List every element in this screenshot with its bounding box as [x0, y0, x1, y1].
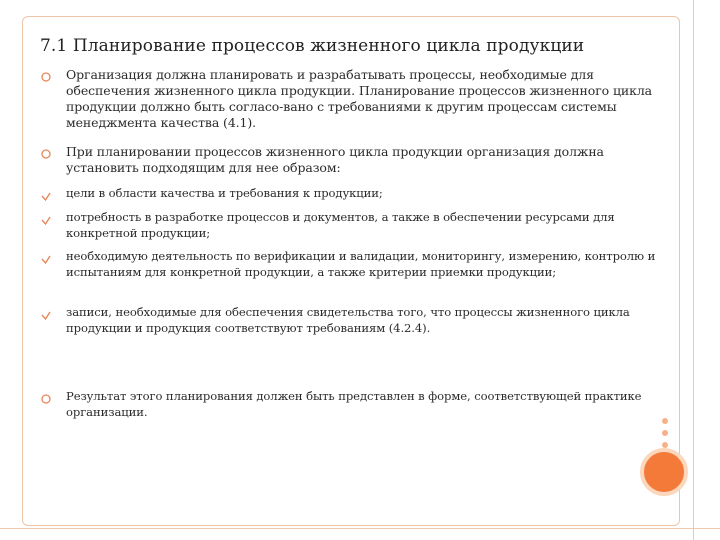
list-item: При планировании процессов жизненного цикла продукции организация должна установить подходящим для нее образом:: [66, 144, 604, 175]
check-bullet-icon: [40, 254, 52, 266]
list-item: потребность в разработке процессов и документов, а также в обеспечении ресурсами для конкретной продукции;: [66, 210, 615, 240]
list-item: цели в области качества и требования к продукции;: [66, 186, 383, 200]
check-bullet-icon: [40, 191, 52, 203]
page-title: 7.1 Планирование процессов жизненного цикла продукции: [40, 36, 585, 56]
check-bullet-icon: [40, 310, 52, 322]
decor-dot: [662, 430, 668, 436]
circle-bullet-icon: [40, 71, 52, 83]
list-item: Результат этого планирования должен быть представлен в форме, соответствующей практике организации.: [66, 389, 642, 419]
list-item: записи, необходимые для обеспечения свидетельства того, что процессы жизненного цикла продукции и продукция соответствуют требованиям (4.2.4).: [66, 305, 630, 335]
check-bullet-icon: [40, 215, 52, 227]
list-item: Организация должна планировать и разрабатывать процессы, необходимые для обеспечения жизненного цикла продукции. Планирование процессов жизненного цикла продукции должно быть согласо-вано с требованиями к другим процессам системы менеджмента качества (4.1).: [66, 67, 653, 130]
list-item: необходимую деятельность по верификации и валидации, мониторингу, измерению, контролю и испытаниям для конкретной продукции, а также критерии приемки продукции;: [66, 249, 656, 279]
frame-rule-horizontal: [0, 528, 720, 529]
frame-rule-vertical: [693, 0, 694, 540]
circle-bullet-icon: [40, 393, 52, 405]
circle-bullet-icon: [40, 148, 52, 160]
decor-circle: [640, 448, 688, 496]
